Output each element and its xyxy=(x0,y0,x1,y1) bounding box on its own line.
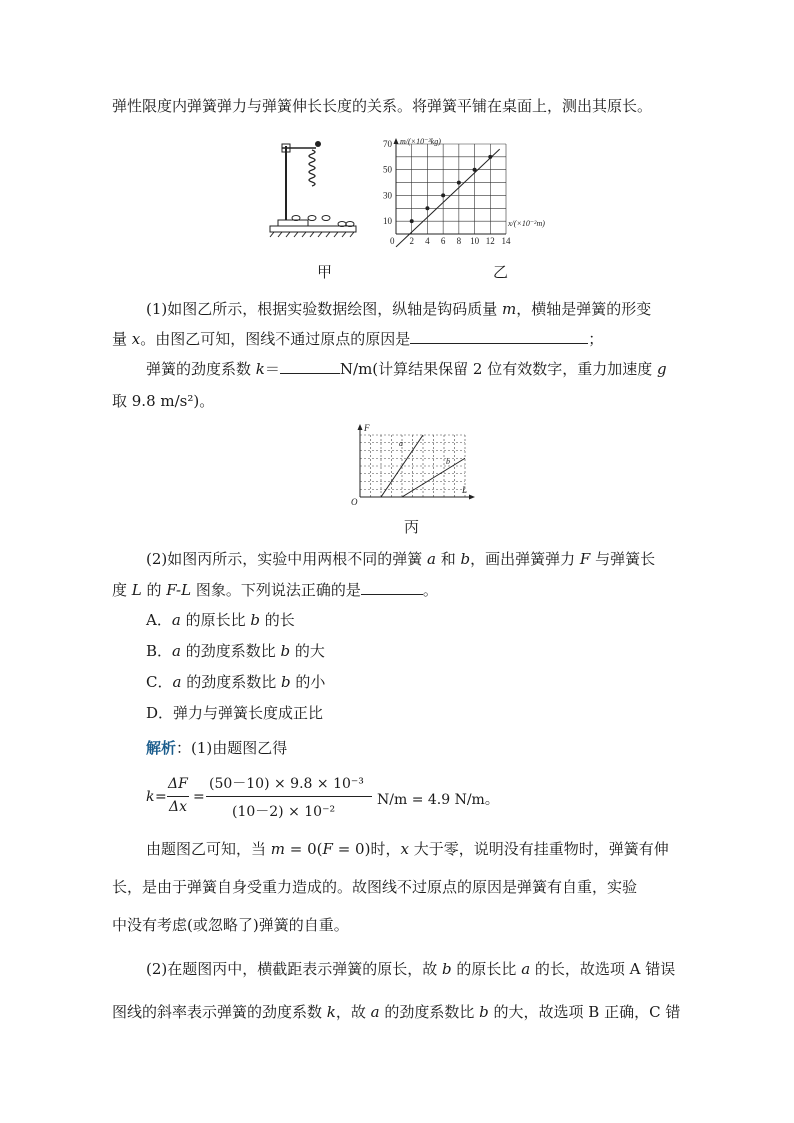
q1-line-1: (1)如图乙所示，根据实验数据绘图，纵轴是钩码质量 m，横轴是弹簧的形变 xyxy=(146,300,652,318)
yi-xtick-label: 12 xyxy=(485,236,495,246)
option-c: C．a 的劲度系数比 b 的小 xyxy=(146,673,326,691)
yi-ytick-label: 10 xyxy=(383,216,392,227)
q2-line-2: 度 L 的 F-L 图象。下列说法正确的是 。 xyxy=(112,581,438,599)
solution-p2-line-1: (2)在题图丙中，横截距表示弹簧的原长，故 b 的原长比 a 的长，故选项 A 错误 xyxy=(146,960,676,978)
solution-head: 解析：(1)由题图乙得 xyxy=(146,739,288,757)
answer-blank-2 xyxy=(280,359,340,374)
bing-xlabel: L xyxy=(462,485,468,495)
bing-origin: O xyxy=(351,497,358,507)
intro-text: 弹性限度内弹簧弹力与弹簧伸长长度的关系。将弹簧平铺在桌面上，测出其原长。 xyxy=(112,97,653,115)
yi-xtick-label: 8 xyxy=(456,236,462,246)
bing-label-b: b xyxy=(446,457,450,466)
m-x-chart xyxy=(378,134,558,250)
yi-data-point xyxy=(457,181,461,185)
yi-ytick-label: 70 xyxy=(383,139,392,149)
caption-jia: 甲 xyxy=(317,263,333,281)
option-b: B．a 的劲度系数比 b 的大 xyxy=(146,642,325,660)
yi-xlabel: x/(×10⁻²m) xyxy=(508,219,545,228)
spring-stand-figure xyxy=(268,138,368,243)
solution-p1-line-1: 由题图乙可知，当 m = 0(F = 0)时，x 大于零，说明没有挂重物时，弹簧有伸 xyxy=(146,840,669,858)
solution-p1-line-2: 长，是由于弹簧自身受重力造成的。故图线不过原点的原因是弹簧有自重，实验 xyxy=(112,878,638,896)
q2-line-1: (2)如图丙所示，实验中用两根不同的弹簧 a 和 b，画出弹簧弹力 F 与弹簧长 xyxy=(146,550,656,568)
yi-data-point xyxy=(488,155,492,159)
caption-yi: 乙 xyxy=(493,263,509,281)
yi-xtick-label: 2 xyxy=(409,236,414,246)
yi-xtick-label: 10 xyxy=(470,236,480,246)
option-a: A．a 的原长比 b 的长 xyxy=(146,611,295,629)
q1-line-2: 量 x。由图乙可知，图线不通过原点的原因是 ； xyxy=(112,330,604,348)
yi-ytick-label: 50 xyxy=(383,164,392,175)
q1-line-4: 取 9.8 m/s²)。 xyxy=(112,392,215,410)
yi-origin: 0 xyxy=(390,236,395,246)
caption-bing: 丙 xyxy=(404,518,420,536)
f-l-chart xyxy=(348,423,478,509)
yi-ytick-label: 30 xyxy=(383,190,392,201)
formula: k = ΔF Δx = (50－10) × 9.8 × 10⁻³ (10－2) × 10⁻² N/m = 4.9 N/m。 xyxy=(146,776,499,820)
bing-label-a: a xyxy=(399,439,403,448)
answer-blank-3 xyxy=(361,580,423,595)
solution-p1-line-3: 中没有考虑(或忽略了)弹簧的自重。 xyxy=(112,916,349,934)
yi-xtick-label: 4 xyxy=(425,236,430,246)
solution-p2-line-2: 图线的斜率表示弹簧的劲度系数 k，故 a 的劲度系数比 b 的大，故选项 B 正确，C 错 xyxy=(112,1003,681,1021)
yi-data-point xyxy=(441,193,445,197)
yi-xtick-label: 14 xyxy=(501,236,511,246)
yi-xtick-label: 6 xyxy=(440,236,446,246)
yi-data-point xyxy=(425,206,429,210)
q1-line-3: 弹簧的劲度系数 k＝ N/m(计算结果保留 2 位有效数字，重力加速度 g xyxy=(146,360,667,378)
yi-data-point xyxy=(473,168,477,172)
bing-ylabel: F xyxy=(364,423,370,433)
answer-blank-1 xyxy=(410,329,588,344)
yi-ylabel: m/(×10⁻³kg) xyxy=(400,137,441,146)
option-d: D．弹力与弹簧长度成正比 xyxy=(146,704,324,722)
yi-data-point xyxy=(410,219,414,223)
